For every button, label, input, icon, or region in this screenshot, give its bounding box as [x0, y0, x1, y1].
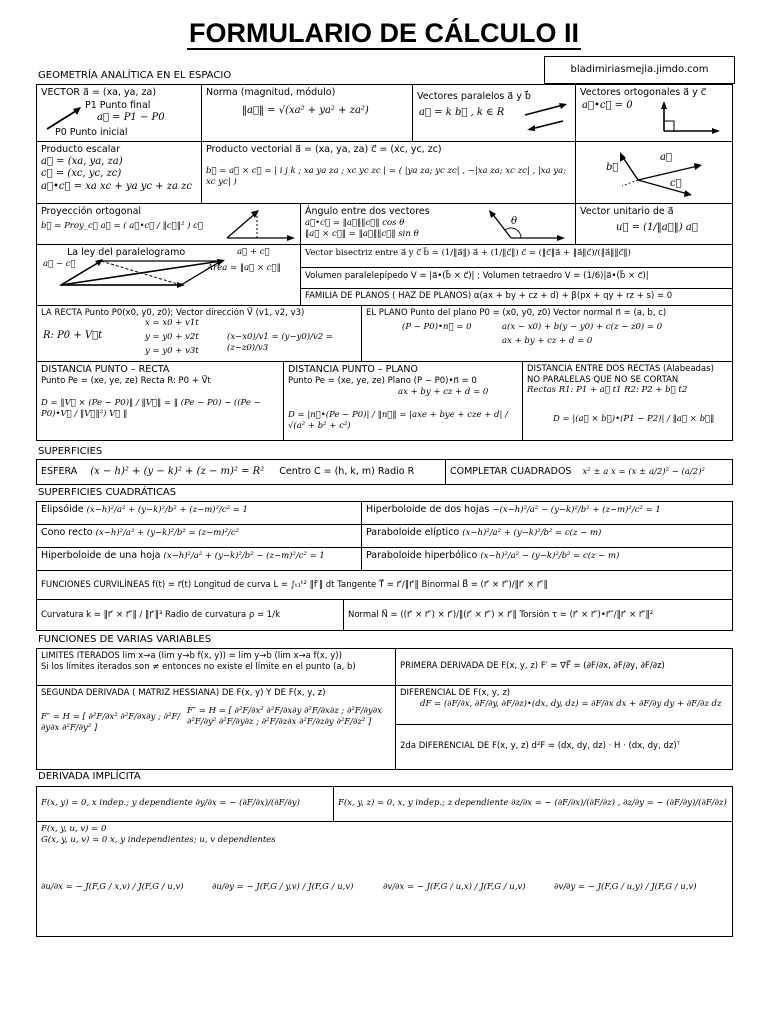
recta-cell — [36, 305, 362, 362]
cuadratica-eq: (x−h)²/a² − (y−k)²/b² = c(z − m) — [480, 551, 620, 561]
hessiana-2: F″ = H = [ ∂²F/∂x² ∂²F/∂x∂y ; ∂²F/∂y∂x ∂²F/∂y² ] — [41, 712, 181, 733]
section-geometria: GEOMETRÍA ANALÍTICA EN EL ESPACIO — [38, 70, 232, 81]
cuadratica-2 — [36, 524, 362, 548]
implicita-caso2 — [333, 786, 733, 822]
sistema-f: F(x, y, u, v) = 0 — [41, 824, 107, 834]
unitario-eq: u⃗ = (1/‖a⃗‖) a⃗ — [616, 222, 698, 233]
dist-pp-line2: ax + by + cz + d = 0 — [398, 386, 489, 397]
primera-eq: PRIMERA DERIVADA DE F(x, y, z) F′ = ∇F⃗ = (∂F/∂x, ∂F/∂y, ∂F/∂z) — [400, 661, 665, 671]
jacobiano-uy: ∂u/∂y = − J(F,G / y,v) / J(F,G / u,v) — [212, 882, 354, 892]
sistema-g: G(x, y, u, v) = 0 x, y independientes; u, v dependientes — [41, 834, 276, 845]
paralelos-eq: a⃗ = k b⃗ , k ∈ R — [419, 107, 505, 118]
plano-cell — [361, 305, 733, 362]
cuadratica-label: Hiperboloide de una hoja — [41, 550, 161, 561]
hessiana-3: F″ = H = [ ∂²F/∂x² ∂²F/∂x∂y ∂²F/∂x∂z ; ∂²F/∂y∂x ∂²F/∂y² ∂²F/∂y∂z ; ∂²F/∂z∂x ∂²F/∂z∂y ∂²F/∂z² ] — [187, 706, 382, 727]
proyeccion-diagram-icon — [217, 206, 297, 244]
familia-eq: FAMILIA DE PLANOS ( HAZ DE PLANOS) α(ax + by + cz + d) + β(px + qy + rz + s) = 0 — [305, 291, 673, 301]
dist-pr-eq: D = ‖V⃗ × (Pe − P0)‖ / ‖V⃗‖ = ‖ (Pe − P0) − ((Pe − P0)•V⃗ / ‖V⃗‖²) V⃗ ‖ — [41, 398, 261, 419]
vector-eq: a⃗ = P1 − P0 — [97, 112, 165, 123]
dist-pp-line: Punto Pe = (xe, ye, ze) Plano (P − P0)•n⃗ = 0 — [288, 375, 477, 386]
cuadratica-label: Cono recto — [41, 527, 93, 538]
cuadratica-eq: (x−h)²/a² + (y−k)²/b² + (z−m)²/c² = 1 — [86, 505, 248, 515]
proyeccion-cell — [36, 203, 301, 245]
recta-y: y = y0 + v2t — [145, 332, 199, 342]
vector-title: VECTOR a⃗ = (xa, ya, za) — [41, 87, 157, 98]
c-label: c⃗ — [670, 178, 682, 189]
escalar-title: Producto escalar — [41, 144, 121, 155]
curvatura-eq: Curvatura k = ‖r⃗′ × r⃗″‖ / ‖r⃗′‖³ Radio de curvatura ρ = 1/k — [41, 610, 281, 620]
ortogonales-title: Vectores ortogonales a⃗ y c⃗ — [580, 87, 706, 98]
angulo-diagram-icon — [481, 208, 571, 242]
jacobiano-ux: ∂u/∂x = − J(F,G / x,v) / J(F,G / u,v) — [41, 882, 184, 892]
volumen-eq: Volumen paralelepípedo V = |a⃗•(b⃗ × c⃗)| ; Volumen tetraedro V = (1/6)|a⃗•(b⃗ × c⃗)| — [305, 271, 649, 281]
unitario-cell — [575, 203, 733, 245]
section-cuadraticas: SUPERFICIES CUADRÁTICAS — [38, 487, 177, 498]
cuadratica-5 — [361, 547, 733, 571]
ortogonales-cell — [575, 84, 733, 142]
dist-punto-recta-cell — [36, 361, 284, 441]
escalar-c: c⃗ = (xc, yc, zc) — [41, 168, 122, 180]
cuadratica-label: Paraboloide hiperbólico — [366, 550, 478, 561]
dist-rr-line: NO PARALELAS QUE NO SE CORTAN — [527, 374, 679, 385]
dif2-cell — [395, 724, 733, 770]
curvilineas-eq1: FUNCIONES CURVILÍNEAS f(t) = r⃗(t) Longitud de curva L = ∫ₜ₁ᵗ² ‖f′‖ dt Tangente T⃗ = r⃗′/‖r⃗′‖ Binormal B⃗ = (r⃗′ × r⃗″)/‖r⃗′ × r⃗″‖ — [41, 580, 548, 590]
angulo-cell — [300, 203, 576, 245]
plano-eq3: ax + by + cz + d = 0 — [502, 336, 593, 346]
cuadratica-label: Elipsóide — [41, 504, 84, 515]
familia-cell — [300, 288, 733, 306]
cuadratica-label: Hiperboloide de dos hojas — [366, 504, 490, 515]
vectorial-diagram-cell — [575, 141, 733, 204]
paralelogramo-title: La ley del paralelogramo — [67, 247, 186, 258]
completar-label: COMPLETAR CUADRADOS — [450, 466, 572, 477]
area-eq: Área = ‖a⃗ × c⃗‖ — [207, 263, 281, 273]
cuadratica-1 — [361, 501, 733, 525]
dist-pr-title: DISTANCIA PUNTO – RECTA — [41, 364, 170, 375]
ortogonales-diagram-icon — [656, 101, 726, 137]
section-superficies: SUPERFICIES — [38, 446, 103, 457]
implicita-eq2: F(x, y, z) = 0, x, y indep.; z dependiente ∂z/∂x = − (∂F/∂x)/(∂F/∂z) , ∂z/∂y = − (∂F/∂y)/(∂F/∂z) — [338, 798, 727, 808]
cuadratica-eq: (x−h)²/a² + (y−k)²/b² − (z−m)²/c² = 1 — [163, 551, 325, 561]
dist-pr-line: Punto Pe = (xe, ye, ze) Recta R: P0 + V⃗t — [41, 375, 211, 386]
bisectriz-eq: Vector bisectriz entre a⃗ y c⃗ b⃗ = (1/‖a⃗‖) a⃗ + (1/‖c⃗‖) c⃗ = (‖c⃗‖a⃗ + ‖a⃗‖c⃗)/(‖a⃗‖‖c⃗‖) — [305, 248, 631, 258]
a-minus-c: a⃗ − c⃗ — [43, 259, 76, 269]
norma-eq: ‖a⃗‖ = √(xa² + ya² + za²) — [242, 105, 369, 116]
curvatura-cell — [36, 599, 344, 631]
curvilineas-row1 — [36, 570, 733, 600]
limites-note: Si los límites iterados son ≠ entonces no existe el límite en el punto (a, b) — [41, 661, 356, 672]
segunda-cell — [36, 685, 396, 770]
recta-vec: R: P0 + V⃗t — [43, 330, 103, 341]
completar-eq: x² ± a x = (x ± a/2)² − (a/2)² — [582, 467, 705, 477]
vector-cell — [36, 84, 202, 142]
vectorial-eq: b⃗ = a⃗ × c⃗ = | i j k ; xa ya za ; xc yc zc | = ( |ya za; yc zc| , −|xa za; xc zc| , |xa ya; xc yc| ) — [206, 166, 567, 187]
volumen-cell — [300, 267, 733, 289]
esfera-cell — [36, 459, 446, 485]
proyeccion-title: Proyección ortogonal — [41, 206, 142, 217]
a-plus-c: a⃗ + c⃗ — [237, 247, 270, 257]
b-label: b⃗ — [606, 162, 619, 173]
paralelos-cell — [412, 84, 576, 142]
completar-cell — [445, 459, 733, 485]
paralelos-arrows-icon — [523, 103, 571, 133]
plano-eq2: a(x − x0) + b(y − y0) + c(z − z0) = 0 — [502, 322, 663, 332]
dist-rectas-cell — [522, 361, 733, 441]
angulo-eq2: ‖a⃗ × c⃗‖ = ‖a⃗‖‖c⃗‖ sin θ — [305, 228, 419, 239]
website-box: bladimiriasmejia.jimdo.com — [544, 56, 735, 84]
vectorial-title: Producto vectorial a⃗ = (xa, ya, za) c⃗ = (xc, yc, zc) — [206, 144, 442, 155]
plano-eq1: (P − P0)•n⃗ = 0 — [402, 322, 472, 332]
implicita-caso1 — [36, 786, 334, 822]
a-label: a⃗ — [660, 152, 672, 163]
dist-pp-title: DISTANCIA PUNTO – PLANO — [288, 364, 418, 375]
page-title: FORMULARIO DE CÁLCULO II — [189, 18, 579, 48]
cuadratica-eq: (x−h)²/a² + (y−k)²/b² = (z−m)²/c² — [95, 528, 240, 538]
bisectriz-cell — [300, 244, 733, 268]
plano-title: EL PLANO Punto del plano P0 = (x0, y0, z0) Vector normal n⃗ = (a, b, c) — [366, 308, 667, 318]
dist-pp-eq: D = |n⃗•(Pe − P0)| / ‖n⃗‖ = |axe + bye + cze + d| / √(a² + b² + c²) — [288, 410, 508, 431]
diferencial-title: DIFERENCIAL DE F(x, y, z) — [400, 688, 511, 698]
section-implicita: DERIVADA IMPLÍCITA — [38, 771, 141, 782]
norma-cell — [201, 84, 413, 142]
angulo-title: Ángulo entre dos vectores — [305, 206, 430, 217]
section-varias: FUNCIONES DE VARIAS VARIABLES — [38, 634, 212, 645]
limites-cell — [36, 648, 396, 686]
dist-rr-eq: D = |(a⃗ × b⃗)•(P1 − P2)| / ‖a⃗ × b⃗‖ — [553, 414, 715, 424]
esfera-eq: (x − h)² + (y − k)² + (z − m)² = R² — [90, 466, 265, 477]
dist-rr-rectas: Rectas R1: P1 + a⃗ t1 R2: P2 + b⃗ t2 — [527, 385, 688, 396]
norma-title: Norma (magnitud, módulo) — [206, 87, 336, 98]
recta-sym: (x−x0)/v1 = (y−y0)/v2 = (z−z0)/v3 — [227, 332, 334, 353]
implicita-eq1: F(x, y) = 0, x indep.; y dependiente ∂y/∂x = − (∂F/∂x)/(∂F/∂y) — [41, 798, 300, 808]
cuadratica-label: Paraboloide elíptico — [366, 527, 460, 538]
angulo-eq1: a⃗•c⃗ = ‖a⃗‖‖c⃗‖ cos θ — [305, 217, 405, 228]
recta-x: x = x0 + v1t — [145, 318, 199, 328]
dif2-eq: 2da DIFERENCIAL DE F(x, y, z) d²F = (dx, dy, dz) · H · (dx, dy, dz)ᵀ — [400, 741, 680, 751]
dist-rr-title: DISTANCIA ENTRE DOS RECTAS (Alabeadas) — [527, 364, 714, 374]
cuadratica-eq: (x−h)²/a² + (y−k)²/b² = c(z − m) — [462, 528, 602, 538]
normal-cell — [343, 599, 733, 631]
implicita-sistema — [36, 821, 733, 937]
limites-eq: LIMITES ITERADOS lim x→a (lim y→b f(x, y)) = lim y→b (lim x→a f(x, y)) — [41, 651, 342, 661]
cross-product-diagram-icon — [578, 144, 728, 202]
normal-eq: Normal N⃗ = ((r⃗′ × r⃗″) × r⃗′)/‖(r⃗′ × r⃗″) × r⃗′‖ Torsión τ = (r⃗′ × r⃗″)•r⃗‴/‖r⃗′ × r⃗″‖² — [348, 610, 654, 620]
vector-p0: P0 Punto inicial — [55, 127, 128, 138]
cuadratica-0 — [36, 501, 362, 525]
vector-p1: P1 Punto final — [85, 100, 151, 111]
escalar-cell — [36, 141, 202, 204]
recta-title: LA RECTA Punto P0(x0, y0, z0); Vector dirección V⃗ (v1, v2, v3) — [41, 308, 305, 318]
esfera-centro: Centro C = (h, k, m) Radio R — [279, 466, 415, 477]
unitario-title: Vector unitario de a⃗ — [580, 206, 674, 217]
paralelogramo-cell — [36, 244, 301, 306]
dist-punto-plano-cell — [283, 361, 523, 441]
jacobiano-vy: ∂v/∂y = − J(F,G / u,y) / J(F,G / u,v) — [554, 882, 697, 892]
jacobiano-vx: ∂v/∂x = − J(F,G / u,x) / J(F,G / u,v) — [383, 882, 526, 892]
cuadratica-3 — [361, 524, 733, 548]
theta-label: θ — [511, 216, 518, 227]
diferencial-eq: dF = (∂F/∂x, ∂F/∂y, ∂F/∂z)•(dx, dy, dz) = ∂F/∂x dx + ∂F/∂y dy + ∂F/∂z dz — [420, 698, 722, 709]
ortogonales-eq: a⃗•c⃗ = 0 — [582, 100, 633, 111]
cuadratica-4 — [36, 547, 362, 571]
vectorial-cell — [201, 141, 576, 204]
paralelos-title: Vectores paralelos a⃗ y b⃗ — [417, 91, 531, 102]
escalar-eq: a⃗•c⃗ = xa xc + ya yc + za zc — [41, 180, 193, 192]
segunda-title: SEGUNDA DERIVADA ( MATRIZ HESSIANA) DE F(x, y) Y DE F(x, y, z) — [41, 688, 326, 698]
cuadratica-eq: −(x−h)²/a² − (y−k)²/b² + (z−m)²/c² = 1 — [492, 505, 661, 515]
escalar-a: a⃗ = (xa, ya, za) — [41, 155, 123, 167]
proyeccion-eq: b⃗ = Proy_c⃗ a⃗ = ( a⃗•c⃗ / ‖c⃗‖² ) c⃗ — [41, 221, 203, 231]
esfera-label: ESFERA — [41, 466, 78, 477]
primera-cell — [395, 648, 733, 686]
diferencial-cell — [395, 685, 733, 725]
recta-z: y = y0 + v3t — [145, 346, 199, 356]
